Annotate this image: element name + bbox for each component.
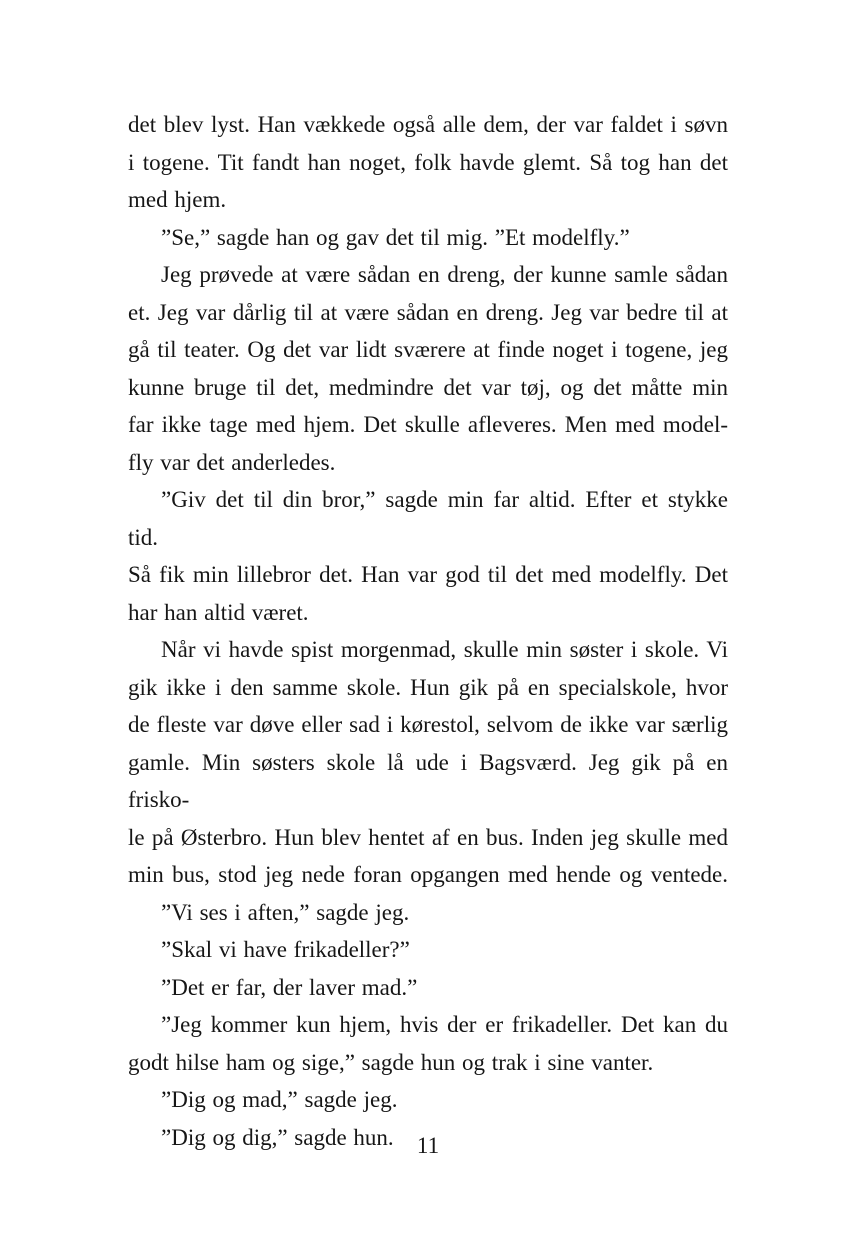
- text-line: ”Giv det til din bror,” sagde min far altid. Efter et stykke tid.: [128, 487, 728, 550]
- text-line: ”Jeg kommer kun hjem, hvis der er frikadeller. Det kan du: [161, 1012, 728, 1037]
- text-line: det blev lyst. Han vækkede også alle dem, der var faldet i søvn: [128, 112, 728, 137]
- text-line: i togene. Tit fandt han noget, folk havde glemt. Så tog han det: [128, 149, 728, 175]
- text-line: ”Vi ses i aften,” sagde jeg.: [161, 899, 410, 925]
- text-line: gik ikke i den samme skole. Hun gik på en specialskole, hvor: [128, 674, 728, 700]
- text-line: Jeg prøvede at være sådan en dreng, der kunne samle sådan: [161, 262, 728, 287]
- text-line: godt hilse ham og sige,” sagde hun og trak i sine vanter.: [128, 1049, 654, 1075]
- text-line: ”Se,” sagde han og gav det til mig. ”Et modelfly.”: [161, 224, 630, 250]
- page-number: 11: [416, 1133, 440, 1158]
- text-line: le på Østerbro. Hun blev hentet af en bus. Inden jeg skulle med: [128, 824, 728, 850]
- text-line: ”Dig og mad,” sagde jeg.: [161, 1087, 398, 1112]
- text-line: fly var det anderledes.: [128, 449, 336, 475]
- text-line: gå til teater. Og det var lidt sværere at finde noget i togene, jeg: [128, 337, 728, 362]
- text-line: far ikke tage med hjem. Det skulle afleveres. Men med model-: [128, 412, 728, 437]
- page-text-block: [128, 106, 728, 1156]
- text-line: min bus, stod jeg nede foran opgangen med hende og ventede.: [128, 862, 728, 887]
- text-line: ”Dig og dig,” sagde hun.: [161, 1124, 394, 1150]
- text-line: gamle. Min søsters skole lå ude i Bagsværd. Jeg gik på en frisko-: [128, 749, 728, 812]
- text-line: kunne bruge til det, medmindre det var tøj, og det måtte min: [128, 374, 728, 400]
- text-line: med hjem.: [128, 187, 227, 212]
- text-line: de fleste var døve eller sad i kørestol, selvom de ikke var særlig: [128, 712, 728, 737]
- text-line: Når vi havde spist morgenmad, skulle min søster i skole. Vi: [161, 637, 728, 662]
- text-line: ”Det er far, der laver mad.”: [161, 974, 418, 1000]
- text-line: har han altid været.: [128, 599, 309, 625]
- text-line: ”Skal vi have frikadeller?”: [161, 937, 410, 962]
- text-line: Så fik min lillebror det. Han var god til det med modelfly. Det: [128, 562, 728, 587]
- text-line: et. Jeg var dårlig til at være sådan en dreng. Jeg var bedre til at: [128, 299, 728, 325]
